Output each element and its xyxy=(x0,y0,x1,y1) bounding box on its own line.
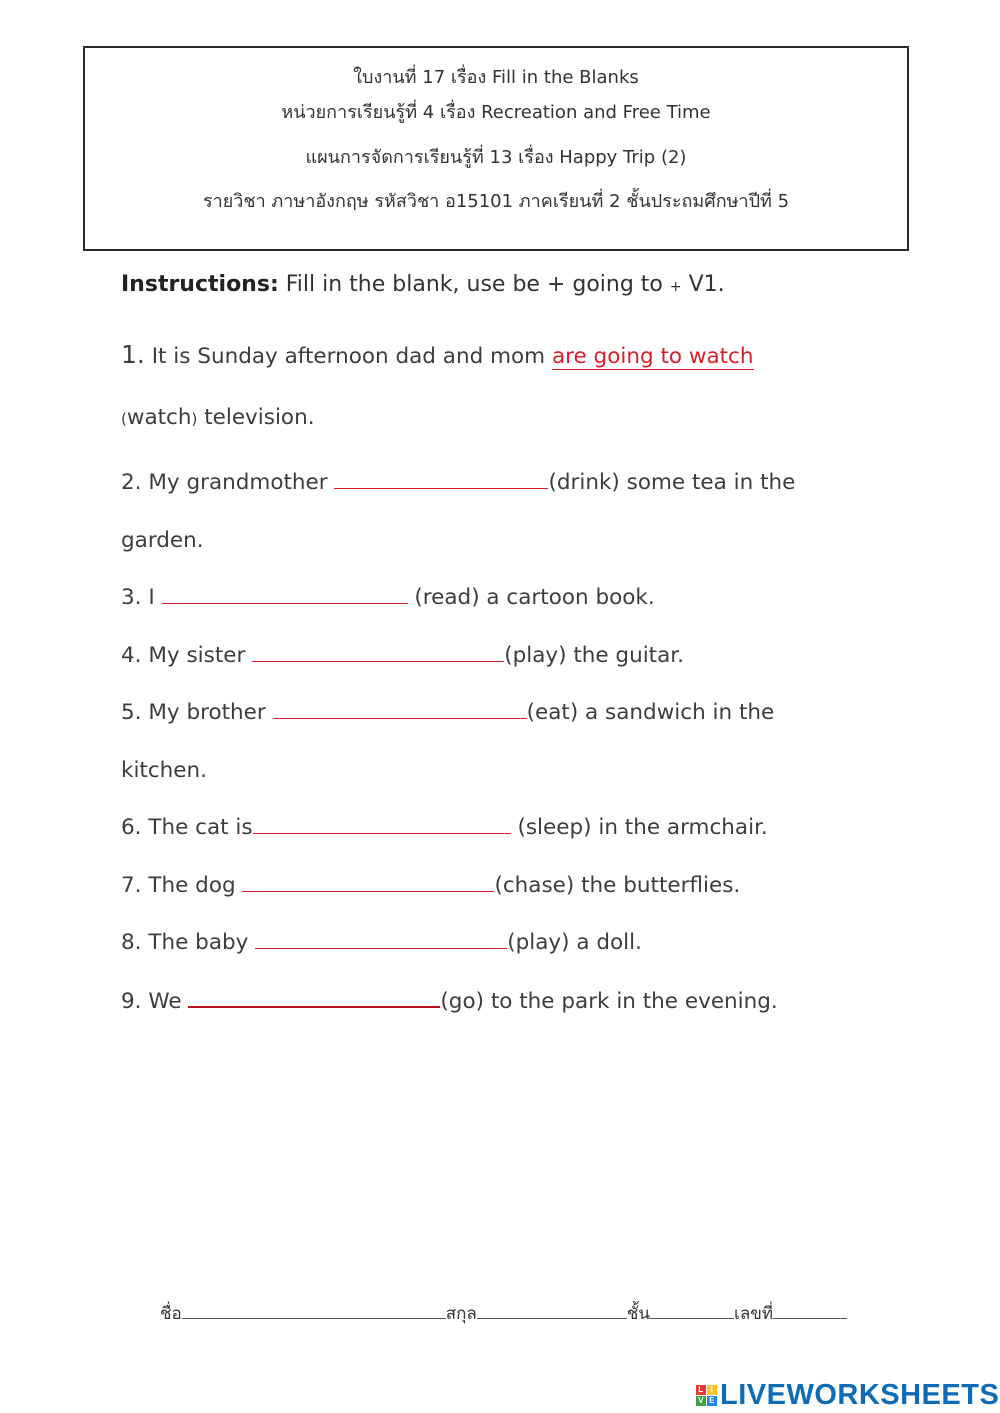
surname-label: สกุล xyxy=(445,1304,477,1324)
instructions-v1: V1. xyxy=(688,272,725,297)
question-9-text: 9. We xyxy=(121,989,182,1014)
question-9-blank[interactable] xyxy=(188,988,440,1008)
question-5-blank[interactable] xyxy=(273,700,527,719)
question-3-blank[interactable] xyxy=(162,585,408,604)
logo-tile-l: L xyxy=(696,1385,706,1395)
question-7-after: (chase) the butterflies. xyxy=(494,873,741,898)
question-3-after: (read) a cartoon book. xyxy=(414,585,655,610)
number-field[interactable] xyxy=(773,1304,847,1319)
question-1-text: It is Sunday afternoon dad and mom xyxy=(151,344,546,369)
question-4-after: (play) the guitar. xyxy=(504,643,684,668)
question-2 xyxy=(121,470,795,495)
logo-tile-e: E xyxy=(707,1396,717,1406)
surname-field[interactable] xyxy=(477,1304,627,1319)
instructions-label: Instructions: xyxy=(121,272,279,297)
question-1 xyxy=(121,340,754,369)
question-3-text: 3. I xyxy=(121,585,155,610)
logo-text: LIVEWORKSHEETS xyxy=(720,1378,1000,1411)
question-7-blank[interactable] xyxy=(242,873,494,892)
instructions xyxy=(121,272,725,297)
question-1-continued xyxy=(121,405,315,430)
question-6-after: (sleep) in the armchair. xyxy=(517,815,768,840)
instructions-plus: + xyxy=(669,279,682,295)
name-label: ชื่อ xyxy=(160,1304,182,1324)
logo-tile-v: V xyxy=(696,1396,706,1406)
lesson-plan-line: แผนการจัดการเรียนรู้ที่ 13 เรื่อง Happy Trip (2) xyxy=(305,147,687,168)
question-5-text: 5. My brother xyxy=(121,700,266,725)
question-8 xyxy=(121,930,642,955)
question-1-hint: watch xyxy=(126,405,192,430)
question-8-text: 8. The baby xyxy=(121,930,249,955)
question-4-blank[interactable] xyxy=(252,643,504,662)
question-6-text: 6. The cat is xyxy=(121,815,253,840)
learning-unit-line: หน่วยการเรียนรู้ที่ 4 เรื่อง Recreation and Free Time xyxy=(281,102,711,123)
question-2-continued: garden. xyxy=(121,528,204,553)
student-info-footer xyxy=(160,1300,847,1327)
question-2-blank[interactable] xyxy=(334,470,548,489)
question-2-text: 2. My grandmother xyxy=(121,470,328,495)
logo-grid-icon xyxy=(696,1385,717,1406)
logo-tile-i: I xyxy=(707,1385,717,1395)
question-8-after: (play) a doll. xyxy=(507,930,642,955)
question-7 xyxy=(121,873,740,898)
course-info-line: รายวิชา ภาษาอังกฤษ รหัสวิชา อ15101 ภาคเรียนที่ 2 ชั้นประถมศึกษาปีที่ 5 xyxy=(202,191,790,212)
question-2-after: (drink) some tea in the xyxy=(548,470,796,495)
question-1-after: television. xyxy=(204,405,315,430)
question-5-continued: kitchen. xyxy=(121,758,207,783)
question-4 xyxy=(121,643,684,668)
question-4-text: 4. My sister xyxy=(121,643,246,668)
liveworksheets-logo xyxy=(696,1378,999,1412)
name-field[interactable] xyxy=(182,1304,446,1319)
worksheet-header-box xyxy=(83,46,909,251)
question-6 xyxy=(121,815,768,840)
question-5 xyxy=(121,700,774,725)
question-9 xyxy=(121,988,778,1014)
number-label: เลขที่ xyxy=(734,1304,774,1324)
question-7-text: 7. The dog xyxy=(121,873,236,898)
question-8-blank[interactable] xyxy=(255,930,507,949)
worksheet-title: ใบงานที่ 17 เรื่อง Fill in the Blanks xyxy=(353,67,639,88)
question-1-number: 1. xyxy=(121,340,145,369)
class-field[interactable] xyxy=(650,1304,734,1319)
question-5-after: (eat) a sandwich in the xyxy=(526,700,775,725)
question-9-after: (go) to the park in the evening. xyxy=(440,989,778,1014)
question-3 xyxy=(121,585,655,610)
question-6-blank[interactable] xyxy=(253,815,511,834)
class-label: ชั้น xyxy=(626,1304,651,1324)
question-1-answer[interactable]: are going to watch xyxy=(551,344,754,369)
hint-open-paren: ( xyxy=(121,410,127,428)
instructions-text: Fill in the blank, use be + going to xyxy=(285,272,663,297)
hint-close-paren: ) xyxy=(191,410,198,428)
